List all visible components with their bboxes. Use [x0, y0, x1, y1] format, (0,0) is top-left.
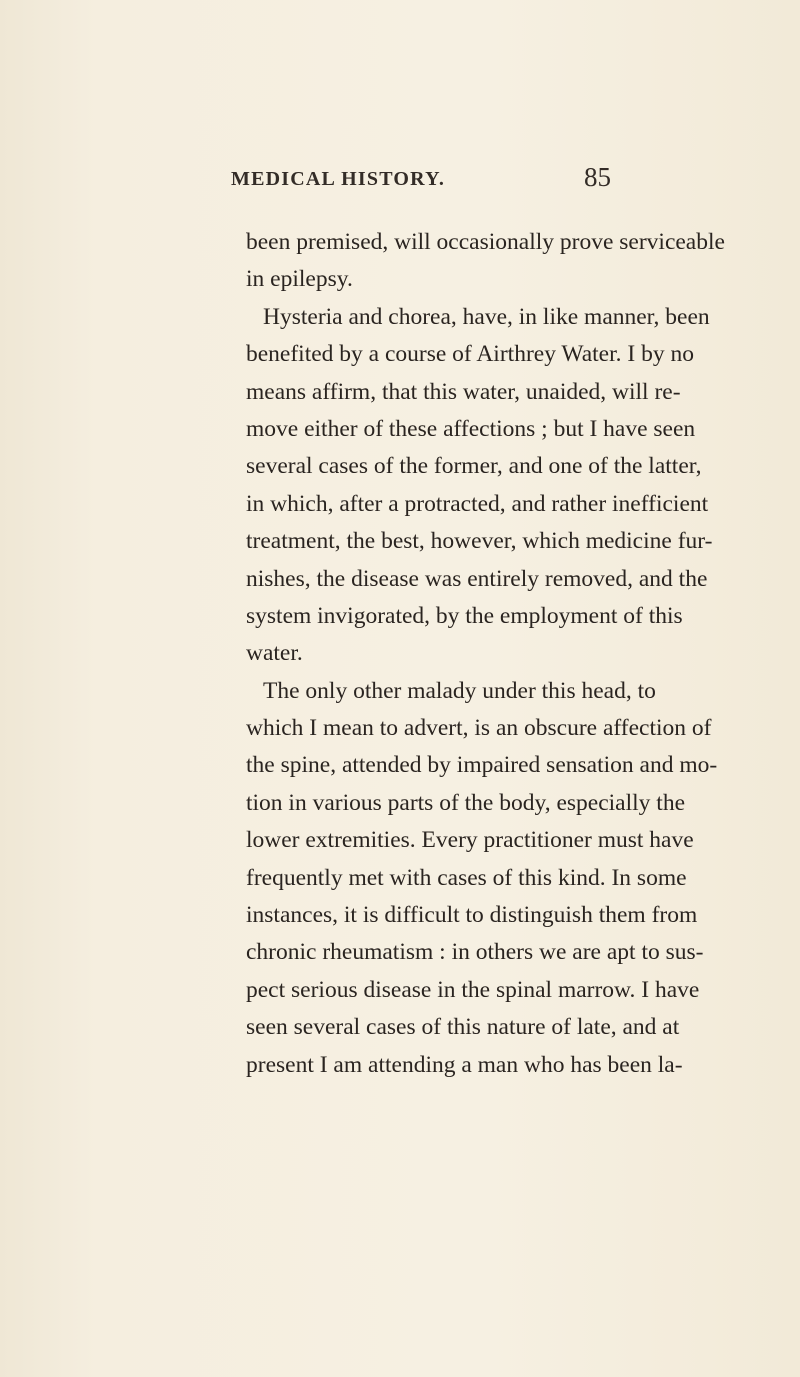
text-line	[246, 934, 704, 971]
text-line	[246, 374, 681, 411]
text-line	[246, 747, 718, 784]
text-line-content: several cases of the former, and one of the latter,	[246, 453, 702, 480]
text-line	[246, 299, 710, 336]
text-line	[246, 897, 698, 934]
text-line	[246, 261, 616, 298]
body-text	[246, 224, 725, 1084]
text-line	[246, 224, 725, 261]
text-line-content: pect serious disease in the spinal marrow. I have	[246, 976, 700, 1003]
text-line-content: in epilepsy.	[246, 266, 353, 293]
text-line	[246, 710, 712, 747]
text-line	[246, 523, 713, 560]
text-line-content: system invigorated, by the employment of this	[246, 602, 683, 629]
running-title: MEDICAL HISTORY.	[231, 168, 446, 190]
text-line-content: Hysteria and chorea, have, in like manner, been	[263, 303, 710, 330]
text-line-content: tion in various parts of the body, especially the	[246, 789, 685, 816]
text-line-content: treatment, the best, however, which medicine fur-	[246, 528, 713, 555]
text-line-content: benefited by a course of Airthrey Water. I by no	[246, 341, 694, 368]
text-line	[246, 336, 694, 373]
text-line-content: chronic rheumatism : in others we are apt to sus-	[246, 939, 704, 966]
text-line	[246, 448, 702, 485]
text-line	[246, 561, 708, 598]
text-line-content: present I am attending a man who has been la-	[246, 1051, 683, 1078]
text-line-content: the spine, attended by impaired sensation and mo-	[246, 752, 718, 779]
text-line-content: water.	[246, 640, 303, 667]
text-line	[246, 860, 687, 897]
text-line-content: means affirm, that this water, unaided, will re-	[246, 378, 681, 405]
text-line-content: seen several cases of this nature of late, and at	[246, 1014, 680, 1041]
page-number: 85	[584, 162, 611, 192]
text-line	[246, 598, 683, 635]
text-line-content: The only other malady under this head, to	[263, 677, 656, 704]
text-line	[246, 673, 656, 710]
text-line-content: move either of these affections ; but I have seen	[246, 415, 696, 442]
text-line	[246, 822, 694, 859]
text-line	[246, 785, 685, 822]
text-line	[246, 1047, 683, 1084]
text-line	[246, 411, 696, 448]
page-header	[0, 162, 800, 202]
text-line-content: instances, it is difficult to distinguish them from	[246, 902, 698, 929]
text-line-content: been premised, will occasionally prove serviceable	[246, 229, 725, 255]
text-line-content: frequently met with cases of this kind. In some	[246, 864, 687, 891]
text-line	[246, 1009, 680, 1046]
text-line	[246, 972, 700, 1009]
text-line-content: nishes, the disease was entirely removed, and the	[246, 565, 708, 592]
text-line-content: lower extremities. Every practitioner must have	[246, 827, 694, 854]
text-line-content: which I mean to advert, is an obscure affection of	[246, 715, 712, 742]
text-line	[246, 635, 616, 672]
text-line	[246, 486, 709, 523]
text-line-content: in which, after a protracted, and rather inefficient	[246, 490, 709, 517]
